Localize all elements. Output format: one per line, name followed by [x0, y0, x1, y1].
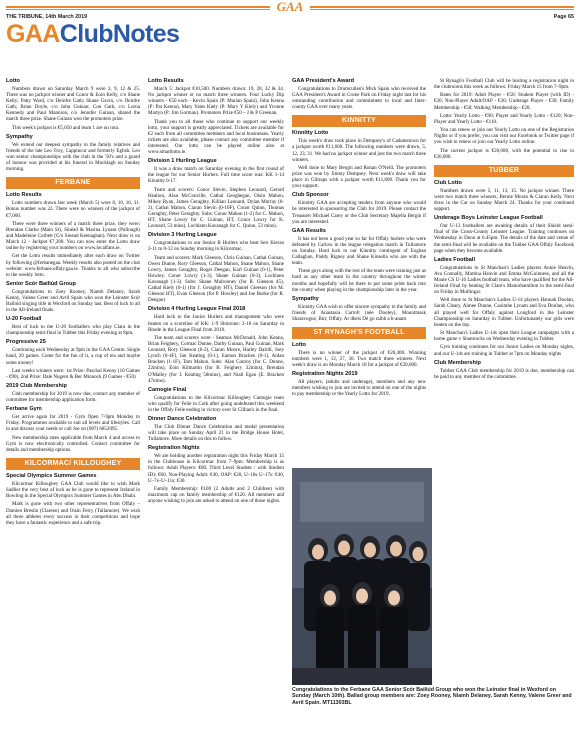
paragraph: Club membership for 2019 is now due, contact any member of committee for membership application form. [6, 391, 140, 404]
photo-caption: Congratulations to the Ferbane GAA Senior Scór Bailiúd Group who won the Leinster final in Wexford on Sunday (March 10th). Ballad group members are: Zoey Rooney, Niamh Delaney, Sarah Kenny, Valene Greer and Avril Spain. MT11303BL [292, 687, 572, 706]
paragraph: Kinnitty GAA are accepting tenders from anyone who would be interested in sponsoring the Club for 2019. Please contact the Treasurer Michael Carey or the Club Secretary Majella Bergin if you are interested. [292, 200, 426, 225]
paragraph: Team and scorers: Conor Slevin, Stephen Leonard, Gerard Healion, Alan McConville, Cathal Geoghegan, Oisin Mahon, Mikey Ryan, James Geraghty, Killian Leonard, Dylan Murray (0-2), Cathal Mahon, Ciaran Slevin (0-10F), Conor Quinn, Thomas Geraghty, Peter Geraghty. Subs: Conor Mahon (1-2) for C. Mahon, HT, Shane Lowry for C. Guinan, HT, Conor Lowry for K. Leonard, 53 mins), Lochlann Kavanagh for C. Quinn, 53 mins). [148, 186, 284, 230]
heading-gym: Ferbane Gym [6, 406, 42, 413]
paragraph: The Club Dinner Dance Celebration and medal presentation will take place on Sunday April 21 in the Bridge House Hotel, Tullamore. More details on this to follow. [148, 423, 284, 443]
paragraph: It has not been a good year so far for Offaly hurlers who were defeated by Carlow in the league relegation match in Tullamore on Sunday. Hard luck to our Kinnitty contingent of Eoghan Callaghan, Paddy Rigney and Shane Kinsella who are with the team. [292, 235, 426, 267]
paragraph: This week's draw took place in Dempsey's of Cadamstown for a jackpot worth €11,600. The following numbers were drawn, 5, 12, 23, 31. We had no jackpot winner and just the two match three winners. [292, 138, 426, 163]
paragraph: There is no winner of the jackpot of €20,400. Winning numbers were 1, 12, 27, 30. Two match three winners. Next week's draw is on Monday March 18 for a jackpot of €20,600. [292, 350, 426, 369]
heading-lotto-results: Lotto Results [148, 78, 184, 84]
paragraph: New membership rates applicable from March 4 and access to Gym is now electronically controlled. Contact committee for details and membership options. [6, 434, 140, 453]
heading-division-1: Division 1 Hurling League [148, 158, 217, 165]
paragraph: Family Membership: €100 (2 Adults and 2 Children) with maximum cap on family membership of €120. All members and anyone wishing to join are asked to attend on one of those nights. [148, 485, 284, 505]
paragraph: Well done to Mary Bergin and Ronan O'Neill. The promoters prize was won by Jimmy Dempsey. Next week's draw will take place in Giltraps with a jackpot worth €11,800. Thank you for your support. [292, 164, 426, 190]
column-2 [148, 78, 284, 506]
paragraph: You can renew or join our Yearly Lotto on one of the Registration Nights or if you prefer, you can visit our Facebook or Twitter page if you wish to renew or join our Yearly Lotto online. [434, 127, 574, 146]
paragraph: Team and scorers: Mark Gleeson, Chris Guinan, Cathal Guinan, Owen Dunne, Rory Gleeson, Cathal Mahon, Shane Mahon, Shane Lowry, James Geraghty, Roger Deegan, Karl Guinan (0-1), Peter Howley, Conor Lowry (1-3), Shane Guinan (0-3), Lochlann Kavanagh (1-3). Subs: Shane Mulrooney (for R. Gleeson 45), Cathal Kiely (0-1) (for J. Geraghty HT), Daniel Gleeson (for M. Gleeson HT), Evan Gleeson (for P. Howley) and Joe Burke (for R. Deegan) [148, 254, 284, 304]
paragraph: Rates for 2019: Adult Player - €50; Student Player (with ID) - €30; Non-Player Adult/OAP - €30; Underage Player - €30; Family Membership - €50; Walking Membership - €20. [434, 92, 574, 111]
paragraph: Well done to St Manchan's Ladies U-14 players Hannah Doolan, Sarah Cleary, Aimee Dunne, Caoimhe Lynam and Eva Doolan, who all played well for Offaly against Longford in the Leinster Championship on Saturday in Tubber. Unfortunately our girls were beaten on the day. [434, 297, 574, 328]
heading-club-membership: Club Membership [434, 359, 481, 366]
heading-progressive: Progressive 25 [6, 339, 46, 346]
heading-scor: Senior Scór Bailiúd Group [6, 280, 76, 287]
paragraph: Continuing each Wednesday at 9pm in the GAA Centre. Single hand, 20 games. Come for the fun of it, a cup of tea and maybe some money! [6, 347, 140, 366]
paragraph: Mark is gone with two other representatives from Offaly – Damien Breslin (Clareen) and Oisin Ferry (Tullamore). We wish all three athletes every success in their competitions and hope they have a fantastic experience and a safe trip. [6, 501, 140, 526]
paragraph: Numbers drawn on Saturday March 9 were 3, 9, 12 & 25. There was no jackpot winner and Conor & Eoin Kelly, c/o Shane Kelly; Patty Ward, c/o Deirdre Gath; Shane Gavin, c/o Deirdre Gath; Brian Doyle, c/o John Guinan; Con Gath, c/o Lorna Kennedy and Paul Mannion, c/o Jennifer Guinan, shared the match three prize. Shane Guinan won the promoters prize. [6, 86, 140, 123]
heading-sympathy: Sympathy [6, 133, 33, 140]
masthead-club-notes: ClubNotes [59, 20, 180, 48]
heading-dinner-dance: Dinner Dance Celebration [148, 415, 217, 422]
heading-ladies-football: Ladies Football [434, 256, 476, 263]
paragraph: Our U-13 footballers are awaiting details of their Shield semi-final of the Cross-County Leinster League. Training continues on Wednesday in Doon at 6.45pm. The details of the date and venue of the semi-final will be available on the Tubber GAA Offaly Facebook page when they become available. [434, 223, 574, 254]
heading-registration: Registration Nights [148, 445, 200, 452]
heading-gaa-results: GAA Results [292, 227, 326, 234]
heading-club-lotto: Club Lotto [434, 179, 462, 186]
club-band-tubber: TUBBER [434, 165, 574, 177]
paragraph: St Rynagh's Football Club will be hosting a registration night in the clubrooms this week as follows: Friday March 15 from 7–9pm. [434, 78, 574, 91]
masthead [6, 21, 179, 47]
heading-lotto: Lotto [6, 78, 20, 84]
heading-u20: U-20 Football [6, 316, 42, 323]
paragraph: Lotto numbers drawn last week (March 5) were 8, 10, 16, 31. Bonus number was 22. There were no winners of the jackpot of €7,000. [6, 200, 140, 219]
paragraph: Congratulations to our Senior B Hurlers who beat Seir Kieran 2-11 to 0-12 on Sunday morning in Kilcormac. [148, 240, 284, 253]
heading-division-4: Division 4 Hurling League Final 2018 [148, 306, 246, 313]
paragraph: This week's jackpot is €5,050 and team 1 are on rota. [12, 124, 120, 131]
page-number: Page 65 [553, 14, 574, 20]
heading-club-sponsor: Club Sponsor [292, 192, 329, 199]
paragraph: Congratulations to St Manchan's Ladies players Annie Heavin, Ava Connally, Martina Heavin and Emma McGuinness, and all the Moate CS U-16 Ladies football team, who have qualified for the All-Ireland Final by beating St Clare's Manorhamilton in the semi-final on Friday in Mullingar. [434, 264, 574, 296]
paragraph: We are holding another registration night this Friday March 15 in the Clubhouse in Kilcormac from 7–9pm. Membership is as follows: Adult Players: €80, Third Level Student / with Student ID): €60, Non-Playing Adult: €40, OAP: €20, U–18s U–17s: €40, U–7s–U–11s: €30. [148, 453, 284, 484]
heading-division-3: Division 3 Hurling League [148, 232, 217, 239]
paragraph: These guys along with the rest of the team were training just as hard as any other team in the country throughout the winter months and hopefully will be there to put some pride back into the county when playing in the championship later in the year. [292, 268, 426, 293]
paragraph: Last weeks winners were: 1st Prize: Paschal Kenny (10 Games - €90), 2nd Prize: Dale Nugent & Ber Minnock (9 Games - €50) [6, 367, 140, 380]
masthead-gaa: GAA [6, 20, 60, 48]
paragraph: Congratulations to Zoey Rooney, Niamh Delaney, Sarah Kenny, Valene Greer and Avril Spain who won the Leinster Scór Bailiúd singing title in Wexford on Sunday last. Best of luck to all in the All-Ireland finals. [6, 288, 140, 314]
heading-lotto-results: Lotto Results [6, 192, 42, 199]
paragraph: Numbers drawn were 5, 11, 13, 15. No jackpot winner. There were two match three winners; Bernie Moran & Ciaran Kelly. Next draw in the Car on Sunday March 24. Thanks for your continued support. [434, 187, 574, 213]
paragraph: Get active again for 2019 - Gym Open 7-9pm Monday to Friday. Programmes available to suit all levels and lifestyles. Call in and discuss your needs or call Joe on (087) 6852095. [6, 414, 140, 433]
paragraph: We extend our deepest sympathy to the family relatives and friends of the late Leo Troy, Cappincur and formerly Eglish. Leo won senior championships with the club in the '50's and a guard of honour was provided at his funeral in Mucklagh on Sunday morning. [6, 141, 140, 173]
paragraph: It was a draw match on Saturday evening in the first round of the league for our Senior Hurlers. Full time score was: KK 1-14 Kinnitty 0-17. [148, 166, 284, 185]
heading-kinnitty-lotto: Kinnitty Lotto [292, 130, 329, 137]
paragraph: Thank you to all those who continue to support our weekly lotto, your support is greatly appreciated. Tickets are available for €2 each from all committee members and local businesses. Yearly tickets are also available, please contact any committee member if interested. Our lotto can be played online also at www.smartlotto.ie. [148, 118, 284, 156]
section-title: GAA [270, 0, 310, 14]
paragraph: Kilcormac Killoughey GAA Club would like to wish Mark Sadlier the very best of luck as he is gone to represent Ireland in Bowling in the Special Olympics Summer Games in Abu Dhabi. [6, 480, 140, 500]
group-photo-illustration [292, 468, 432, 685]
paragraph: March 5: Jackpot €10,500. Numbers drawn: 19, 28, 32 & 34. No jackpot winner or no match three winners. Four Lucky Dip winners - €50 each - Kevin Spain (P: Marian Spain), John Kenna (P: Pat Kenna), Mary Yates Kiely (P: Mary Y Kiely) and Yvonne Martyn (P: Jim Gorman). Promoters Prize €50 – J & P Greenan. [148, 86, 284, 117]
club-band-st-rynaghs: ST RYNAGH'S FOOTBALL [292, 327, 426, 339]
paragraph: Congratulations to Drumcullen's Mick Spain who received the GAA President's Award in Croke Park on Friday night last for his outstanding contribution and commitment to local and Inter-county GAA over many years. [292, 86, 426, 111]
paragraph: There were three winners of a match three prize, they were; Brendan Clarke (Main St), Sinéad & Marina Lynam (Pullough) and Madeleine Corbett (C/o Sinead Keenaghan). Next draw is on March 12 - Jackpot €7,200. You can now enter the Lotto draw online by registering your numbers on www.localfans.ie. [6, 220, 140, 252]
group-photo [292, 468, 432, 685]
heading-special-olympics: Special Olympics Summer Games [6, 472, 97, 479]
column-3 [292, 78, 426, 400]
column-4 [434, 78, 574, 382]
club-band-ferbane: FERBANE [6, 177, 140, 189]
paragraph: Gym training continues for our Junior Ladies on Monday nights, and our U-14s are training in Tubber at 7pm on Monday nights [434, 344, 574, 357]
paragraph: All players, (adults and underage), members and any new members wishing to join are invited to attend on one of the nights to pay membership or the Yearly Lotto for 2019. [292, 379, 426, 398]
paragraph: Hard luck to the Junior Hurlers and management who were beaten on a scoreline of KK: 1-9 Shinrone: 3-18 on Saturday in Rhode in the League Final from 2018. [148, 314, 284, 333]
heading-registration-nights: Registration Nights 2019 [292, 371, 358, 378]
club-band-kilcormac: KILCORMAC/ KILLOUGHEY [6, 458, 140, 470]
publication-date: THE TRIBUNE, 14th March 2019 [6, 14, 88, 20]
heading-underage-boys: Underage Boys Leinster League Football [434, 215, 543, 222]
heading-lotto: Lotto [292, 342, 306, 348]
paragraph: St Manchan's Ladies U-14s open their League campaigns with a home game v Shamrocks on Wednesday evening in Tubber. [434, 330, 574, 343]
paragraph: Best of luck to the U-20 footballers who play Clara in the championship semi-final in Tubber this Friday evening at 8pm. [6, 324, 140, 337]
paragraph: Congratulations to the Kilcormac Killoughey Camogie team who qualify for Feile in Cork after going undefeated this weekend in the Offaly Feile ending in victory over St Cillian's in the final. [148, 394, 284, 413]
paragraph: Tubber GAA Club membership for 2019 is due, membership can be paid to any member of the committee. [434, 367, 574, 380]
club-band-kinnitty: KINNITTY [292, 115, 426, 127]
paragraph: Lotto: Yearly Lotto - €90; Player and Yearly Lotto - €120; Non-Player and Yearly Lotto - €110. [434, 112, 574, 125]
paragraph: Get the Lotto results immediately after each draw on Twitter by following @ferbanegaa. Weekly results also posted on the club website: www.ferbane.offaly.gaa.ie. Thanks to all who subscribe to the weekly lotto. [6, 253, 140, 278]
column-1 [6, 78, 140, 528]
paragraph: The current jackpot is €20,600, with the potential to rise to €30,000. [434, 147, 574, 160]
heading-membership: 2019 Club Membership [6, 383, 67, 390]
paragraph: The team and scorers were - Seamus McDonald, John Kenna, Brian Feighery, Cormac Dunne, Darby Guinan, Paul Guinan, Mark Leonard, Rory Gleeson (0-2), Ciaran Moore, Harley Dalrill, Joey Lynch (0-4F), Ian Keating (0-1), Eamon Bracken (0-1), Aidan Bracken (1-1F), Tom Mahon. Subs: Alan Conroy (for C. Dunne, 22mins), Eoin Kilmartin (for B. Feighery 32mins), Brendan O'Malley (for I. Keating 58mins), and Niall Egan (E. Bracken 47mins). [148, 334, 284, 384]
heading-camogie: Camogie Final [148, 386, 187, 393]
heading-sympathy: Sympathy [292, 295, 319, 302]
paragraph: Kinnitty GAA wish to offer sincere sympathy to the family and friends of Anastasia Carroll (née Dooley), Mountmask Sharavogue, Birr, Offaly. Ar dheis Dé go raibh a h-anam [292, 303, 426, 322]
heading-presidents-award: GAA President's Award [292, 78, 355, 84]
